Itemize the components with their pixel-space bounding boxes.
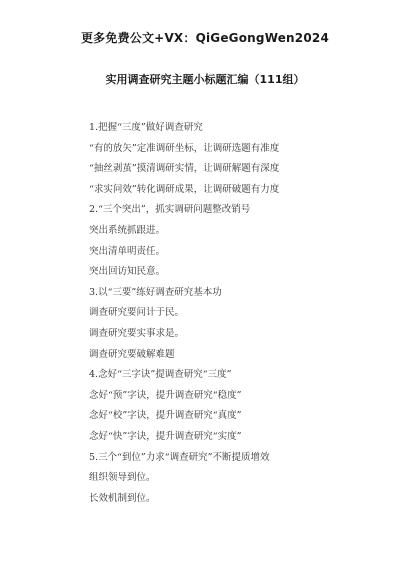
body-line: 念好“快”字诀，提升调查研究“实度” (89, 430, 242, 442)
document-body (89, 118, 389, 509)
body-line: “求实问效”转化调研成果，让调研破题有力度 (89, 183, 280, 195)
heading-2: 2.“三个突出”，抓实调研问题整改销号 (89, 204, 251, 216)
body-line: 组织领导到位。 (89, 472, 156, 484)
body-line: 调查研究要破解难题 (89, 348, 175, 360)
heading-3: 3.以“三要”练好调查研究基本功 (89, 286, 222, 298)
body-line: 突出系统抓跟进。 (89, 224, 166, 236)
heading-1: 1.把握“三度”做好调查研究 (89, 122, 203, 133)
body-line: 突出清单明责任。 (89, 245, 166, 257)
body-line: 念好“校”字诀，提升调查研究“真度” (89, 410, 242, 422)
body-line: 调查研究要实事求是。 (89, 327, 185, 339)
heading-4: 4.念好“三字诀”提调查研究“三度” (89, 369, 232, 381)
body-line: “有的放矢”定准调研坐标，让调研选题有准度 (89, 142, 280, 154)
body-line: “抽丝剥茧”摸清调研实情，让调研解题有深度 (89, 163, 280, 175)
body-line: 突出回访知民意。 (89, 266, 166, 278)
header-note: 更多免费公文+VX：QiGeGongWen2024 (80, 31, 329, 45)
heading-5: 5.三个“到位”力求“调查研究”不断提质增效 (89, 451, 270, 463)
body-line: 调查研究要问计于民。 (89, 307, 185, 319)
body-line: 长效机制到位。 (89, 492, 156, 504)
document-title: 实用调查研究主题小标题汇编（111组） (105, 73, 305, 86)
body-line: 念好“预”字诀，提升调查研究“稳度” (89, 389, 242, 401)
